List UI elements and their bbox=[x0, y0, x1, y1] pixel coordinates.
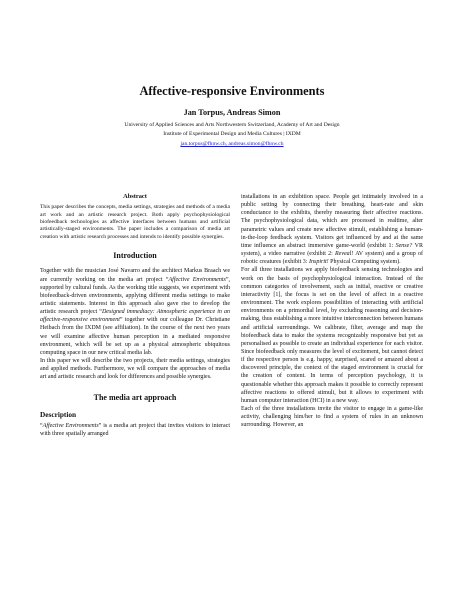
email-links[interactable]: jan.torpus@fhnw.ch, andreas.simon@fhnw.ch bbox=[180, 141, 284, 147]
media-art-paragraph-1: “Affective Environments” is a media art project that invites visitors to interact with three spatially arranged bbox=[40, 422, 231, 437]
paper-authors: Jan Torpus, Andreas Simon bbox=[183, 108, 281, 117]
introduction-paragraph-2: In this paper we will describe the two projects, their media settings, strategies and applied methods. Furthermore, we will compare the approaches of media art and artistic research and look for differences and possible synergies. bbox=[40, 358, 230, 381]
introduction-heading: Introduction bbox=[113, 251, 157, 261]
right-column bbox=[241, 193, 423, 430]
affiliation-line-2: Institute of Experimental Design and Media Cultures | IXDM bbox=[163, 131, 301, 137]
abstract-heading: Abstract bbox=[123, 193, 147, 200]
affiliation-line-1: University of Applied Sciences and Arts Northwestern Switzerland, Academy of Art and Design bbox=[124, 122, 340, 128]
media-art-heading: The media art approach bbox=[93, 392, 177, 402]
right-paragraph-1: installations in an exhibition space. People get intimately involved in a public setting by connecting their breathing, heart-rate and skin conductance to the exhibits, thereby measuring their affective reactions. The psychophysiological data, which are processed in realtime, alter parametric values and create new affective stimuli, establishing a human-in-the-loop feedback system. Visitors get influenced by and at the same time influence an abstract immersive game-world (exhibit 1: Sense? VR system), a video narrative (exhibit 2: Reveal! AV system) and a group of robotic creatures (exhibit 3: Inspirit! Physical Computing system). bbox=[241, 194, 423, 266]
paper-title: Affective-responsive Environments bbox=[139, 84, 325, 98]
abstract-body: This paper describes the concepts, media settings, strategies and methods of a media art work and an artistic research project. Both apply psychophysiological biofeedback technologies as affective interfaces between humans and artificial artistically-staged environments. The paper includes a comparison of media art creation with artistic research processes and intends to identify possible synergies. bbox=[40, 204, 230, 240]
right-paragraph-2: For all three installations we apply biofeedback sensing technologies and work on the basis of psychophysiological interaction. Instead of the common categories of involvement, such as initial, reactive or creative interactivity [1], the focus is set on the level of affect in a reactive environment. The work explores possibilities of interacting with artificial environments on a primordial level, by excluding reasoning and decision-making, thus establishing a more intuitive interconnection between humans and artificial surroundings. We calibrate, filter, average and map the biofeedback data to make the systems recognizably responsive but yet as personalised as possible to create an individual experience for each visitor. Since biofeedback only measures the level of excitement, but cannot detect if the respective person is e.g. happy, surprised, scared or amazed about a discovered principle, the context of the staged environment is crucial for the creation of content. In terms of perception psychology, it is questionable whether this approach makes it possible to correctly represent affective reactions to offered stimuli, but it allows to experiment with human computer interaction (HCI) in a new way. bbox=[241, 267, 423, 404]
description-subheading: Description bbox=[40, 409, 77, 419]
left-column bbox=[40, 193, 230, 438]
introduction-paragraph-1: Together with the musician José Navarro and the architect Markus Braach we are currently working on the media art project “Affective Environments”, supported by cultural funds. As the working title suggests, we experiment with biofeedback-driven environments, applying different media settings to make artistic statements. Interest in this approach also gave rise to develop the artistic research project “Designed immediacy: Atmospheric experience in an affective-responsive environment” together with our colleague Dr. Christiane Heibach from the IXDM (see affiliation). In the course of the next two years we will examine affective human perception in a mediated responsive environment, which will be set up as a physical atmospheric ubiquitous computing space in our new critical media lab. bbox=[40, 268, 230, 356]
right-paragraph-3: Each of the three installations invite the visitor to engage in a game-like activity, challenging him/her to find a system of rules in an unknown surrounding. However, an bbox=[241, 406, 423, 429]
author-emails[interactable] bbox=[0, 140, 464, 148]
